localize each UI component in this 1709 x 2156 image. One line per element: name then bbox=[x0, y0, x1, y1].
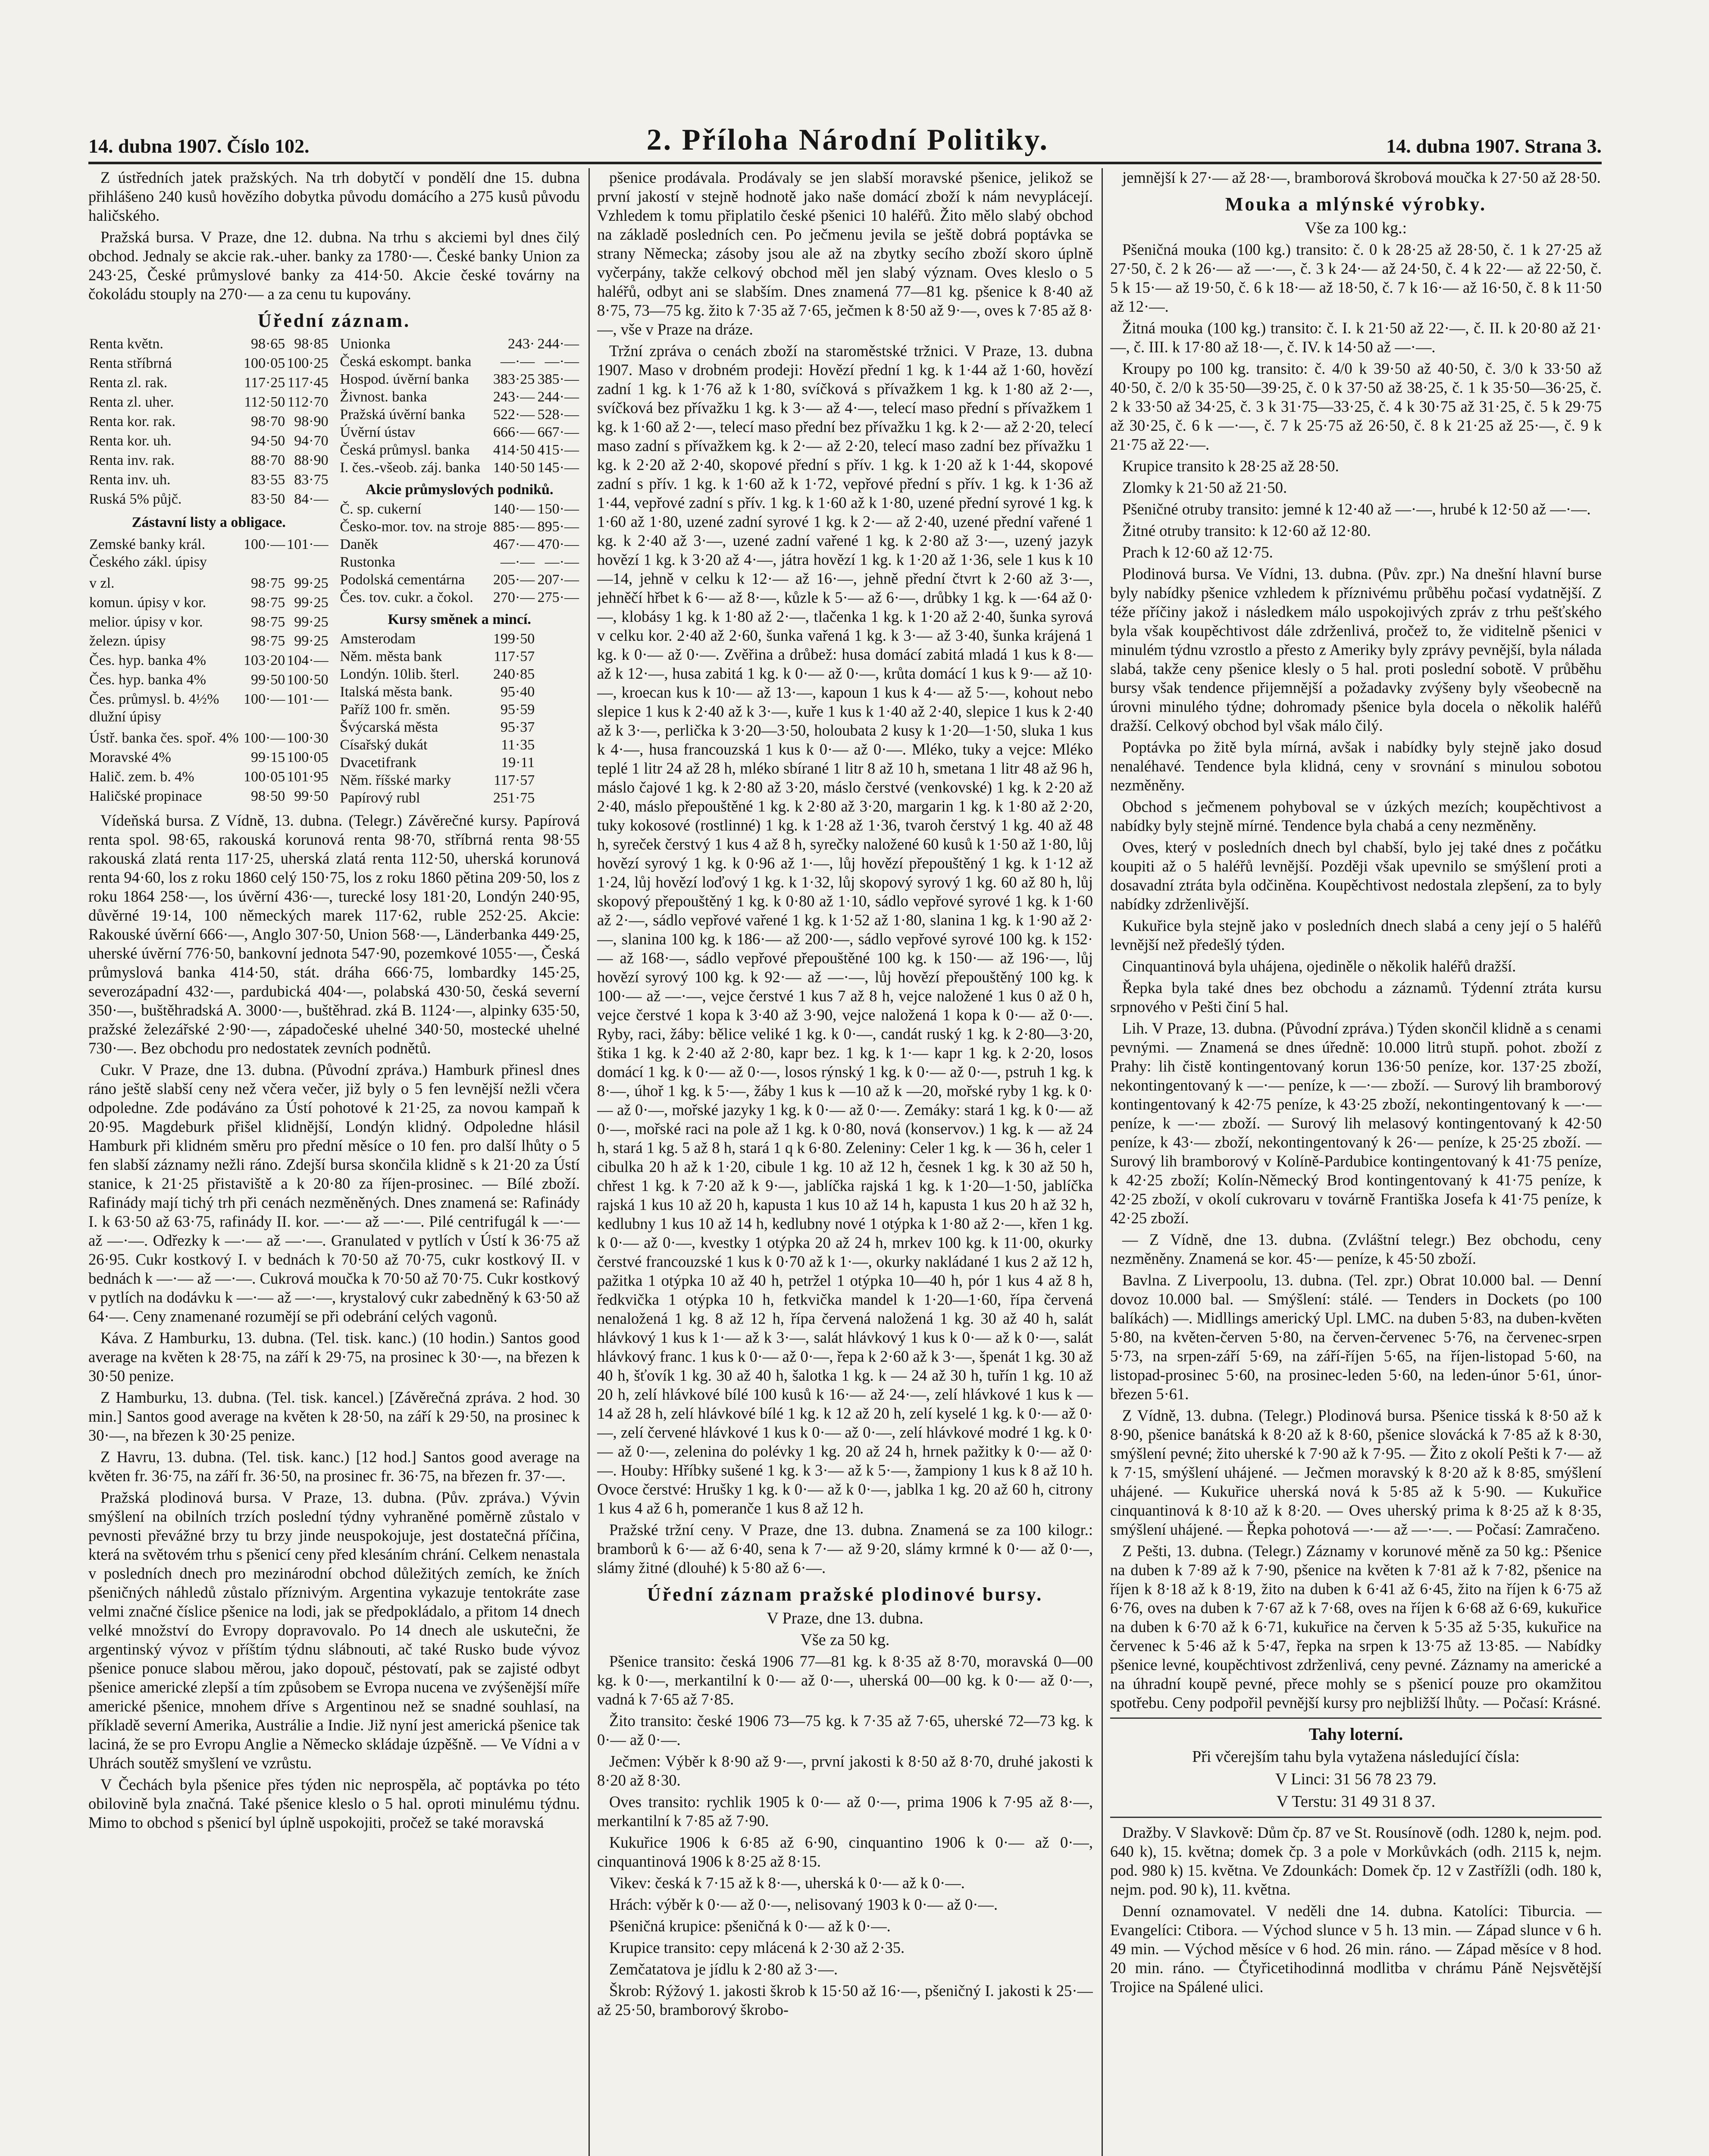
security-name: melior. úpisy v kor. bbox=[89, 614, 203, 630]
price-value: 101·— bbox=[287, 536, 329, 552]
security-name: Čes. tov. cukr. a čokol. bbox=[340, 589, 473, 605]
quote-dust: Prach k 12·60 až 12·75. bbox=[1122, 543, 1273, 561]
price-value: 83·50 bbox=[250, 491, 285, 507]
rentas-row bbox=[88, 335, 329, 354]
fx-row bbox=[339, 789, 580, 807]
lottery-linz-label: V Linci: bbox=[1275, 1770, 1330, 1788]
bonds-heading: Zástavní listy a obligace. bbox=[131, 514, 286, 531]
flour-unit: Vše za 100 kg.: bbox=[1305, 219, 1407, 237]
article-corn: Kukuřice byla stejně jako v posledních dnech slabá a ceny její o 5 haléřů levnější než předešlý týden. bbox=[1110, 917, 1602, 953]
price-value: 95·40 bbox=[500, 684, 535, 700]
price-value: 667·— bbox=[537, 424, 579, 440]
bonds-row bbox=[88, 749, 329, 768]
quote-corn: Kukuřice 1906 k 6·85 až 6·90, cinquantino 1906 k 0·— až 0·—, cinquantinová 1906 k 8·25 až 8·15. bbox=[597, 1833, 1093, 1870]
security-name: Daněk bbox=[340, 536, 379, 552]
article-coffee-hamburg: Káva. Z Hamburku, 13. dubna. (Tel. tisk. kanc.) (10 hodin.) Santos good average na květen k 28·75, na září k 29·75, na prosinec k 30·—, na březen k 30·50 penize. bbox=[88, 1329, 580, 1385]
price-value: 140·50 bbox=[493, 460, 535, 476]
lottery-trieste bbox=[1110, 1792, 1602, 1811]
quote-potatoes: Zemčatatova je jídlu k 2·80 až 3·—. bbox=[609, 1960, 838, 1978]
price-value: 140·— bbox=[493, 501, 535, 517]
price-value: 98·75 bbox=[250, 614, 285, 630]
price-value: 98·85 bbox=[294, 336, 329, 352]
rentas-row bbox=[88, 471, 329, 490]
price-value: 98·75 bbox=[250, 575, 285, 591]
security-name: Paříž 100 fr. směn. bbox=[340, 702, 451, 718]
fx-row bbox=[339, 648, 580, 665]
price-value: 94·70 bbox=[294, 432, 329, 449]
price-value: 145·— bbox=[537, 460, 579, 476]
article-auctions: Dražby. V Slavkově: Dům čp. 87 ve St. Rousínově (odh. 1280 k, nejm. pod. 640 k), 15. května; domek čp. 3 a pole v Morkůvkách (odh. 2115 k, nejm. pod. 980 k) 15. května. Ve Zdounkách: Domek čp. 12 v Zastřížli (odh. 180 k, nejm. pod. 90 k), 11. května. bbox=[1110, 1824, 1602, 1898]
bonds-row bbox=[88, 613, 329, 633]
security-name: Švýcarská města bbox=[340, 719, 438, 735]
official-record-heading: Úřední záznam. bbox=[257, 310, 411, 331]
columns bbox=[88, 168, 1602, 2156]
quote-wheat-bran: Pšeničné otruby transito: jemné k 12·40 až —·—, hrubé k 12·50 až —·—. bbox=[1122, 500, 1591, 518]
article-wheat-cont: pšenice prodávala. Prodávaly se jen slabší moravské pšenice, jelikož se první jakostí v stejně hodnotě jako naše domácí zboží k nám nevyplácejí. Vzhledem k tomu připlatilo české pšenici 10 haléřů. Žito mělo slabý obchod na základě posledních cen. Po ječmenu jevila se ještě dobrá poptávka se strany Německa; zásoby jsou ale až na zbytky secího zboží skoro úplně vyčerpány, takže celkový obchod měl jen slabý význam. Oves kleslo o 5 haléřů, odbyt ani se slabším. Dnes znamená 77—81 kg. pšenice k 8·40 až 8·75, 73—75 kg. žito k 7·35 až 7·65, ječmen k 8·50 až 9·—, oves k 7·85 až 8·—, vše v Praze na dráze. bbox=[597, 169, 1093, 338]
price-value: 895·— bbox=[537, 519, 579, 535]
banks-row bbox=[339, 459, 580, 476]
bonds-row bbox=[88, 729, 329, 749]
lottery-trieste-label: V Terstu: bbox=[1276, 1792, 1337, 1811]
price-value: 95·59 bbox=[500, 702, 535, 718]
price-value: 100·25 bbox=[287, 355, 329, 371]
lottery-intro: Při včerejším tahu byla vytažena následující čísla: bbox=[1192, 1748, 1520, 1766]
fx-row bbox=[339, 736, 580, 754]
price-value: 100·05 bbox=[243, 355, 285, 371]
price-value: 383·25 bbox=[493, 371, 535, 387]
quote-starch-cont: jemnější k 27·— až 28·—, bramborová škrobová moučka k 27·50 až 28·50. bbox=[1122, 169, 1601, 186]
article-produce-bourse-cont: V Čechách byla pšenice přes týden nic neprospěla, ač poptávka po této obilovině byla značná. Také pšenice kleslo o 5 hal. oproti minulému týdnu. Mimo to obchod s pšenicí byl úplně uspokojiti, pročež se také moravská bbox=[88, 1776, 580, 1831]
price-value: 100·50 bbox=[287, 672, 329, 688]
price-value: 244·— bbox=[537, 389, 579, 405]
security-name: Čes. hyp. banka 4% bbox=[89, 652, 207, 669]
security-name: Italská města bank. bbox=[340, 684, 453, 700]
price-value: 470·— bbox=[537, 536, 579, 552]
security-name: Moravské 4% bbox=[89, 749, 171, 766]
column-divider bbox=[1102, 168, 1103, 2156]
security-name: v zl. bbox=[89, 575, 115, 591]
quote-wheat-flour: Pšeničná mouka (100 kg.) transito: č. 0 k 28·25 až 28·50, č. 1 k 27·25 až 27·50, č. 2 k 26·— až —·—, č. 3 k 24·— až 24·50, č. 4 k 22·— až 22·50, č. 5 k 15·— až 19·50, č. 6 k 18·— až 18·50, č. 7 k 16·— až 16·50, č. 8 k 11·50 až 12·—. bbox=[1110, 241, 1602, 315]
article-rapeseed: Řepka byla také dnes bez obchodu a záznamů. Týdenní ztráta kursu srpnového v Pešti činí 5 hal. bbox=[1110, 979, 1602, 1015]
security-name: Dvacetifrank bbox=[340, 755, 416, 771]
bonds-row bbox=[88, 787, 329, 807]
security-name: Čes. hyp. banka 4% bbox=[89, 672, 207, 688]
price-value: 19·11 bbox=[501, 755, 535, 771]
quote-groats: Krupice transito: cepy mlácená k 2·30 až 2·35. bbox=[609, 1939, 905, 1956]
security-name: Česko-mor. tov. na stroje bbox=[340, 519, 487, 535]
rentas-row bbox=[88, 393, 329, 413]
lottery-linz bbox=[1110, 1769, 1602, 1789]
price-value: 414·50 bbox=[493, 442, 535, 458]
price-value: 98·70 bbox=[250, 413, 285, 429]
price-value: 94·50 bbox=[250, 432, 285, 449]
security-name: Ústř. banka čes. spoř. 4% bbox=[89, 730, 239, 746]
security-name: Česká eskompt. banka bbox=[340, 354, 472, 370]
fx-heading: Kursy směnek a mincí. bbox=[388, 611, 531, 627]
quote-starch: Škrob: Rýžový 1. jakosti škrob k 15·50 až 16·—, pšeničný I. jakosti k 25·— až 25·50, bramborový škrobo- bbox=[597, 1982, 1093, 2018]
price-value: 11·35 bbox=[501, 737, 535, 753]
fx-row bbox=[339, 718, 580, 736]
price-value: 243· bbox=[507, 336, 535, 352]
article-spirits-vienna: — Z Vídně, dne 13. dubna. (Zvláštní telegr.) Bez obchodu, ceny nezměněny. Znamená se kor. 45·— peníze, k 45·50 zboží. bbox=[1110, 1231, 1602, 1267]
fx-row bbox=[339, 701, 580, 718]
price-value: —·— bbox=[500, 354, 535, 370]
price-value: 99·25 bbox=[294, 575, 329, 591]
quote-barley: Ječmen: Výběr k 8·90 až 9·—, první jakosti k 8·50 až 8·70, druhé jakosti k 8·20 až 8·30. bbox=[597, 1752, 1093, 1789]
price-value: 207·— bbox=[537, 572, 579, 588]
rentas-row bbox=[88, 432, 329, 451]
price-value: 666·— bbox=[493, 424, 535, 440]
right-quotes-table bbox=[339, 335, 580, 807]
price-value: 88·70 bbox=[250, 452, 285, 468]
security-name: železn. úpisy bbox=[89, 633, 166, 649]
bonds-row bbox=[88, 632, 329, 652]
security-name: Renta inv. uh. bbox=[89, 471, 171, 488]
price-value: 885·— bbox=[493, 519, 535, 535]
column-3 bbox=[1110, 168, 1602, 2156]
fx-row bbox=[339, 683, 580, 701]
quote-barley-groats: Kroupy po 100 kg. transito: č. 4/0 k 39·50 až 40·50, č. 3/0 k 33·50 až 40·50, č. 2/0 k 35·50—39·25, č. 0 k 37·50 až 38·25, č. 1 k 35·50—36·25, č. 2 k 33·50 až 34·25, č. 3 k 31·75—33·25, č. 4 k 30·75 až 31·25, č. 5 k 29·75 až 30·25, č. 6 k —·—, č. 7 k 25·75 až 26·50, č. 8 k 21·25 až 25·—, č. 9 k 21·75 až 22·—. bbox=[1110, 360, 1602, 453]
price-value: 98·90 bbox=[294, 413, 329, 429]
security-name: Unionka bbox=[340, 336, 391, 352]
security-name: Renta kor. rak. bbox=[89, 413, 176, 429]
price-value: —·— bbox=[545, 354, 579, 370]
quote-vetch: Vikev: česká k 7·15 až k 8·—, uherská k 0·— až k 0·—. bbox=[609, 1874, 965, 1892]
price-value: 112·50 bbox=[244, 394, 285, 410]
security-name: Renta inv. rak. bbox=[89, 452, 175, 468]
security-name: Renta zl. rak. bbox=[89, 374, 168, 391]
page-header bbox=[88, 123, 1602, 164]
article-cotton: Bavlna. Z Liverpoolu, 13. dubna. (Tel. zpr.) Obrat 10.000 bal. — Denní dovoz 10.000 bal. — Smýšlení: stálé. — Tenders in Dockets (po 100 balíkách) —. Midllings americký Upl. LMC. na duben 5·83, na duben-květen 5·80, na květen-červen 5·80, na červen-červenec 5·76, na červenec-srpen 5·73, na srpen-září 5·69, na září-říjen 5·65, na říjen-listopad 5·60, na listopad-prosinec 5·60, na prosinec-leden 5·60, na leden-únor 5·61, únor-březen 5·61. bbox=[1110, 1271, 1602, 1403]
price-value: 99·50 bbox=[250, 672, 285, 688]
security-name: komun. úpisy v kor. bbox=[89, 594, 207, 611]
bonds-row bbox=[88, 536, 329, 574]
article-vienna-produce: Plodinová bursa. Ve Vídni, 13. dubna. (Pův. zpr.) Na dnešní hlavní burse byly nabídky pšenice vzhledem k příznivému průběhu počasí vydatnější. Z téže příčiny jakož i následkem málo uspokojivých zpráv z trhu pešťského byla však koupěchtivost dále zdrženlivá, pročež to, že viditelně pšenici v minulém týdnu vzrostlo a přesto z Ameriky byly zprávy pevnější, byla nálada slabá, takže ceny pšenice klesly o 5 hal. proti poslední sobotě. V průběhu bursy však tendence přijemnější a požadavky zvýšeny byly všeobecně na úrovni minulého týdne; dohromady pšenice byla docela o několik haléřů dražší. Celkový obchod byl však málo čilý. bbox=[1110, 565, 1602, 734]
banks-row bbox=[339, 335, 580, 353]
industry-heading: Akcie průmyslových podniků. bbox=[365, 482, 554, 498]
security-name: Úvěrní ústav bbox=[340, 424, 416, 440]
security-name: Čes. průmysl. b. 4½% dlužní úpisy bbox=[89, 691, 219, 725]
price-value: 270·— bbox=[493, 589, 535, 605]
security-name: Renta stříbrná bbox=[89, 355, 172, 371]
fx-row bbox=[339, 665, 580, 683]
security-name: Rustonka bbox=[340, 554, 395, 570]
price-value: 103·20 bbox=[243, 652, 285, 669]
rentas-row bbox=[88, 490, 329, 510]
quote-zlomky: Zlomky k 21·50 až 21·50. bbox=[1122, 479, 1287, 496]
price-value: 95·37 bbox=[500, 719, 535, 735]
article-rye: Poptávka po žitě byla mírná, avšak i nabídky byly stejně jako dosud nenaléhavé. Tendence byla klidná, ceny v srovnání s minulou sobotou nezměněny. bbox=[1110, 738, 1602, 794]
security-name: Halič. zem. b. 4% bbox=[89, 769, 194, 785]
price-value: 100·05 bbox=[287, 749, 329, 766]
price-value: 99·25 bbox=[294, 633, 329, 649]
quote-rye-flour: Žitná mouka (100 kg.) transito: č. I. k 21·50 až 22·—, č. II. k 20·80 až 21·—, č. III. k 17·80 až 18·—, č. IV. k 14·50 až —·—. bbox=[1110, 319, 1602, 356]
banks-row bbox=[339, 441, 580, 459]
article-coffee-hamburg-close: Z Hamburku, 13. dubna. (Tel. tisk. kancel.) [Závěrečná zpráva. 2 hod. 30 min.] Santos good average na květen k 28·50, na září k 29·50, na prosinec k 30·—, na březen k 30·25 penize. bbox=[88, 1388, 580, 1444]
column-divider bbox=[588, 168, 590, 2156]
article-produce-bourse: Pražská plodinová bursa. V Praze, 13. dubna. (Pův. zpráva.) Vývin smýšlení na obilních trzích poslední týdny vyhraněné poměrně zůstalo v pevnosti převážné brzy tu brzy jinde neuspokojuje, jest dostatečná příčina, která na světovém trhu s pšenicí ceny před klesáním chrání. Celkem nenastala v posledních dnech pro mezinárodní obchod důležitých zemích, ke žních pšeničných náhledů zůstalo příznivým. Argentina vykazuje tentokráte zase velmi značné číslice pšenice na lodi, jak se předpokládalo, a přitom 14 dnech velké množství do Evropy dopravovalo. Po 14 dnech ale uskutečni, že argentinský vývoz v příštím týdnu slábnouti, ač také Rusko bude vývoz pšenice ponuce slabou měrou, jako dopouč, péstovatí, pak se zajisté odbyt pšenice americké zlepší a tím způsobem se Evropa nucena ve zvýšenější míře americké pšenice, mnohem dříve s Argentinou než se snadné souhlasí, na příkladě severní Amerika, Austrálie a Indie. Již nyní jest americká pšenice tak laciná, že se pro Evropu Anglie a Německo skládaje úzpěšně. — Ve Vídni a v Uhrách soutěž smyšlení ve vzrůstu. bbox=[88, 1489, 580, 1772]
security-name: Česká průmysl. banka bbox=[340, 442, 470, 458]
price-value: 100·— bbox=[243, 536, 285, 552]
flour-heading: Mouka a mlýnské výrobky. bbox=[1225, 194, 1487, 215]
header-title: 2. Příloha Národní Politiky. bbox=[646, 123, 1049, 157]
industry-row bbox=[339, 589, 580, 606]
price-value: 199·50 bbox=[493, 631, 535, 647]
price-value: 112·70 bbox=[287, 394, 329, 410]
price-value: 99·15 bbox=[250, 749, 285, 766]
price-value: 117·57 bbox=[494, 772, 535, 788]
banks-row bbox=[339, 388, 580, 406]
column-2 bbox=[597, 168, 1093, 2156]
industry-row bbox=[339, 571, 580, 589]
price-value: —·— bbox=[545, 554, 579, 570]
quote-semolina: Pšeničná krupice: pšeničná k 0·— až k 0·—. bbox=[609, 1917, 891, 1935]
security-name: Něm. říšské marky bbox=[340, 772, 451, 788]
article-prague-bourse: Pražská bursa. V Praze, dne 12. dubna. Na trhu s akciemi byl dnes čilý obchod. Jednaly se akcie rak.-uher. banky za 1780·—. České banky Union za 243·25, České průmyslové banky za 414·50. Akcie české továrny na čokoládu stouply na 270·— a za cenu tu kupovány. bbox=[88, 228, 580, 303]
price-value: 415·— bbox=[537, 442, 579, 458]
article-vienna-bourse: Vídeňská bursa. Z Vídně, 13. dubna. (Telegr.) Závěrečné kursy. Papírová renta spol. 98·65, rakouská korunová renta 98·70, stříbrná renta 98·55 rakouská zlatá renta 117·25, uherská zlatá renta 112·50, uherská korunová renta 94·60, los z roku 1860 celý 150·75, los z roku 1860 pětina 209·50, los z roku 1864 258·—, los úvěrní 436·—, turecké losy 181·20, Londýn 240·95, důvěrné 19·14, 100 německých marek 117·62, ruble 252·25. Akcie: Rakouské úvěrní 666·—, Anglo 307·50, Union 568·—, Länderbanka 449·25, uherské úvěrní 776·50, bankovní jednota 547·90, pozemkové 1055·—, Česká průmyslová banka 414·50, stát. dráha 666·75, lombardky 145·25, severozápadní 432·—, pardubická 404·—, polabská 430·50, česká severní 350·—, buštěhradská A. 3000·—, buštěhrad. zká B. 1124·—, alpinky 635·50, pražské železářské 2·90·—, západočeské uhelné 340·50, mostecké uhelné 730·—. Bez obchodu pro nedostatek zevních podnětů. bbox=[88, 812, 580, 1057]
article-sugar: Cukr. V Praze, dne 13. dubna. (Původní zpráva.) Hamburk přinesl dnes ráno ještě slabší ceny než včera večer, již byly o 5 fen levnější nežli včera odpoledne. Zde podáváno za Ústí pohotové k 21·25, za novou kampaň k 20·95. Magdeburk přišel klidnější, Londýn klidný. Odpoledne hlásil Hamburk při klidném směru pro přední měsíce o 10 fen. pro další lhůty o 5 fen slabší záznamy nežli ráno. Zdejší bursa skončila klidně s k 21·20 za Ústí stanice, k 21·25 přistaviště a k 20·80 za říjen-prosinec. — Bílé zboží. Rafinády mají tichý trh při cenách nezměněných. Dnes znamená se: Rafinády I. k 63·50 až 63·75, rafinády II. kor. —·— až —·—. Pilé centrifugál k —·— až —·—. Odřezky k —·— až —·—. Granulated v pytlích v Ústí k 36·75 až 26·95. Cukr kostkový I. v bednách k 70·50 až 70·75, cukr kostkový II. v bednách k —·— až —·—. Cukrová moučka k 70·50 až 70·75. Cukr kostkový v pytlích na dodávku k —·— až —·—, krystalový cukr zabedněný k 63·50 až 64·—. Ceny znamenané rozumějí se při odebrání celých vagonů. bbox=[88, 1061, 580, 1325]
bonds-row bbox=[88, 652, 329, 671]
security-name: Pražská úvěrní banka bbox=[340, 407, 466, 423]
price-value: 98·75 bbox=[250, 633, 285, 649]
price-value: 98·65 bbox=[250, 336, 285, 352]
price-value: 88·90 bbox=[294, 452, 329, 468]
price-value: 528·— bbox=[537, 407, 579, 423]
security-name: Podolská cementárna bbox=[340, 572, 465, 588]
fx-row bbox=[339, 771, 580, 789]
price-value: 244·— bbox=[537, 336, 579, 352]
security-name: Renta zl. uher. bbox=[89, 394, 174, 410]
security-name: Londýn. 10lib. šterl. bbox=[340, 666, 460, 682]
article-budapest: Z Pešti, 13. dubna. (Telegr.) Záznamy v korunové měně za 50 kg.: Pšenice na duben k 7·89 až k 7·90, pšenice na květen k 7·81 až k 7·82, pšenice na říjen k 8·18 až k 8·19, žito na duben k 6·41 až 6·45, žito na říjen k 6·75 až 6·76, oves na duben k 7·67 až k 7·68, oves na říjen k 6·68 až 6·69, kukuřice na duben k 6·70 až k 6·71, kukuřice na červen k 5·35 až 5·35, kukuřice na červenec k 5·46 až k 5·47, řepka na srpen k 13·75 až 13·85. — Nabídky pšenice levné, koupěchtivost zdrženlivá, ceny pevné. Záznamy na americké a na úhradní koupě pevné, přece mohly se s pšenicí pouze pro okamžitou spotřebu. Ceny podpořil pevnější kursy pro nejbližší lhůty. — Počasí: Krásné. bbox=[1110, 1542, 1602, 1711]
divider bbox=[1110, 1717, 1602, 1719]
quote-krupice: Krupice transito k 28·25 až 28·50. bbox=[1122, 457, 1339, 475]
article-spirits: Lih. V Praze, 13. dubna. (Původní zpráva.) Týden skončil klidně a s cenami pevnými. — Znamená se dnes úředně: 10.000 litrů stupň. pohot. zboží z Prahy: lih čistě kontingentovaný korun 136·50 peníze, kor. 137·25 zboží, nekontingentovaný k —·— peníze, k —·— zboží. — Surový lih bramborový kontingentovaný k 42·75 peníze, k 43·25 zboží, nekontingentovaný k —·— peníze, k —·— zboží. — Surový lih melasový kontingentovaný k 42·50 peníze, k 43·— zboží, nekontingentovaný k 26·— peníze, k 25·25 zboží. — Surový lih bramborový v Kolíně-Pardubice kontingentovaný k 41·75 peníze, k 42·25 zboží; Kolín-Německý Brod kontingentovaný k 41·75 peníze, k 42·25 zboží, v okolí cukrovaru v továrně Františka Josefa k 41·75 peníze, k 42·25 zboží. bbox=[1110, 1019, 1602, 1227]
stock-tables bbox=[88, 335, 580, 807]
price-value: 99·25 bbox=[294, 594, 329, 611]
security-name: Renta kor. uh. bbox=[89, 432, 172, 449]
rentas-row bbox=[88, 413, 329, 432]
official-produce-heading: Úřední záznam pražské plodinové bursy. bbox=[647, 1584, 1043, 1605]
security-name: Papírový rubl bbox=[340, 790, 420, 806]
industry-row bbox=[339, 536, 580, 553]
official-produce-date: V Praze, dne 13. dubna. bbox=[767, 1609, 923, 1627]
security-name: Něm. města bank bbox=[340, 649, 442, 664]
price-value: 385·— bbox=[537, 371, 579, 387]
article-cinquantino: Cinquantinová byla uhájena, ojediněle o několik haléřů dražší. bbox=[1122, 957, 1516, 975]
fx-row bbox=[339, 630, 580, 648]
rentas-row bbox=[88, 451, 329, 471]
security-name: Živnost. banka bbox=[340, 389, 427, 405]
price-value: 100·— bbox=[243, 691, 285, 708]
divider bbox=[1110, 1817, 1602, 1818]
price-value: 117·25 bbox=[244, 374, 285, 391]
official-produce-unit: Vše za 50 kg. bbox=[800, 1631, 890, 1649]
price-value: 150·— bbox=[537, 501, 579, 517]
price-value: 98·75 bbox=[250, 594, 285, 611]
bonds-row bbox=[88, 574, 329, 594]
header-date-issue: 14. dubna 1907. Číslo 102. bbox=[88, 135, 310, 157]
price-value: 467·— bbox=[493, 536, 535, 552]
price-value: 84·— bbox=[294, 491, 329, 507]
rentas-row bbox=[88, 354, 329, 374]
security-name: Císařský dukát bbox=[340, 737, 428, 753]
bonds-row bbox=[88, 594, 329, 613]
security-name: Ruská 5% půjč. bbox=[89, 491, 182, 507]
price-value: 101·95 bbox=[287, 769, 329, 785]
quote-oats: Oves transito: rychlik 1905 k 0·— až 0·—, prima 1906 k 7·95 až 8·—, merkantilní k 7·85 až 7·90. bbox=[597, 1793, 1093, 1830]
banks-row bbox=[339, 353, 580, 370]
banks-row bbox=[339, 423, 580, 441]
price-value: 251·75 bbox=[493, 790, 535, 806]
price-value: 117·45 bbox=[287, 374, 329, 391]
left-quotes-table bbox=[88, 335, 329, 807]
price-value: 205·— bbox=[493, 572, 535, 588]
lottery-heading: Tahy loterní. bbox=[1308, 1724, 1403, 1744]
price-value: 83·75 bbox=[294, 471, 329, 488]
security-name: I. čes.-všeob. záj. banka bbox=[340, 460, 481, 476]
industry-row bbox=[339, 553, 580, 571]
price-value: 275·— bbox=[537, 589, 579, 605]
article-prague-market-prices: Pražské tržní ceny. V Praze, dne 13. dubna. Znamená se za 100 kilogr.: bramborů k 6·— až 6·40, sena k 7·— až 9·20, slámy krmné k 0·— až 0·—, slámy žitné (dlouhé) k 5·80 až 6·—. bbox=[597, 1521, 1093, 1576]
lottery-linz-numbers: 31 56 78 23 79. bbox=[1334, 1770, 1437, 1788]
bonds-row bbox=[88, 671, 329, 690]
quote-rye: Žito transito: české 1906 73—75 kg. k 7·35 až 7·65, uherské 72—73 kg. k 0·— až 0·—. bbox=[597, 1712, 1093, 1749]
rentas-row bbox=[88, 374, 329, 393]
price-value: 98·50 bbox=[250, 788, 285, 804]
article-market-prices: Tržní zpráva o cenách zboží na staroměstské tržnici. V Praze, 13. dubna 1907. Maso v drobném prodeji: Hovězí přední 1 kg. k 1·44 až 1·60, hovězí zadní 1 kg. k 1·76 až k 1·80, svíčková s přívažkem 1 kg. k 1·80 až 2·—, svíčková bez přívažku 1 kg. k 3·— až 4·—, telecí maso přední s přívažkem 1 kg. k 1·60 až 2·—, telecí maso přední bez přívažku 1 kg. k 2·— až 2·20, telecí maso zadní s přívažkem kg. k 2·— až 2·20, telecí maso zadní bez přívažku 1 kg. k 2·20 až 2·40, skopové přední s přív. 1 kg. k 1·20 až k 1·44, skopové zadní s přív. 1 kg. k 1·60 až k 1·72, vepřové přední s přív. 1 kg. k 1·36 až 1·44, vepřové zadní s přív. 1 kg. k 1·60 až k 1·80, uzené přední syrové 1 kg. k 1·60 až 1·80, uzené zadní syrové 1 kg. k 2·— až 2·40, uzené přední vařené 1 kg. k 2·40 až 3·—, uzené zadní vařené 1 kg. k 2·80 až 3·—, uzený jazyk hovězí 1 kg. k 3·20 až 4·—, játra hovězí 1 kg. k 1·20 až 1·36, sele 1 kus k 10—14, jehně v celku k 12·— až 16·—, jehně přední čtvrt k 2·60 až 3·—, jehněčí hřbet k 6·— až 8·—, kůzle k 5·— až 6·—, drůbky 1 kg. k —·64 až 0·—, klobásy 1 kg. k 1·80 až 2·—, tlačenka 1 kg. k 1·20 až 2·40, šunka syrová v celku kor. 2·40 až 2·60, šunka vařená 1 kg. k 3·— až 3·40, šunka krájená 1 kg. k 0·— až 0·—. Zvěřina a drůbež: husa domácí zabitá mladá 1 kus k 8·— až k 12·—, husa zabitá 1 kg. k 0·— až 0·—, krůta domácí 1 kus k 9·— až 10·—, kroecan kus k 10·— až 13·—, kapoun 1 kus k 4·— až 5·—, kohout nebo slepice 1 kus k 2·40 až k 3·—, kuře 1 kus k 1·40 až 2·40, slepice 1 kus k 2·40 až k 3·—, perlička k 3·20—3·50, holoubata 2 kusy k 1·20—1·50, sluka 1 kus k 4·—, husa francouzská 1 kus k 0·— až 0·—. Mléko, tuky a vejce: Mléko teplé 1 litr 24 až 28 h, mléko sbírané 1 litr 8 až 10 h, smetana 1 litr 48 až 96 h, máslo čajové 1 kg. k 2·80 až 3·20, máslo čerstvé (venkovské) 1 kg. k 2·20 až 2·40, máslo přepouštěné 1 kg. k 2·80 až 3·20, margarin 1 kg. k 1·80 až 2·20, tuky kokosové (rostlinné) 1 kg. k 1·28 až 1·36, tvaroh čerstvý 1 kg. 40 až 48 h, syreček čerstvý 1 kus 4 až 8 h, syrečky naložené 60 kusů k 1·50 až 1·80, lůj hovězí syrový 1 kg. k 0·96 až 1·—, lůj hovězí přepouštěný 1 kg. k 1·12 až 1·24, lůj hovězí loďový 1 kg. k 1·32, lůj skopový syrový 1 kg. 60 až 80 h, lůj skopový přepouštěný 1 kg. k 0·80 až 1·10, sádlo vepřové syrové 1 kg. k 1·60 až 2·—, sádlo vepřové vařené 1 kg. k 1·52 až 1·80, slanina 1 kg. k 1·90 až 2·—, slanina 100 kg. k 186·— až 200·—, sádlo vepřové syrové 100 kg. k 152·— až 168·—, sádlo vepřové přepouštěné 100 kg. k 150·— až 196·—, lůj hovězí syrový 100 kg. k 92·— až —·—, lůj hovězí přepouštěný 100 kg. k 100·— až —·—, vejce čerstvé 1 kus 7 až 8 h, vejce naložené 1 kus 0 až 0 h, vejce čerstvé 1 kopa k 3·40 až 3·90, vejce naložená 1 kopa k 0·— až 0·—. Ryby, raci, žáby: bělice veliké 1 kg. k 0·—, candát ruský 1 kg. k 2·80—3·20, štika 1 kg. k 2·40 až 2·80, kapr bez. 1 kg. k 1·— kapr 1 kg. k 2·20, losos domácí 1 kg. k 0·— až 0·—, losos rýnský 1 kg. k 0·— až 0·—, pstruh 1 kg. k 8·—, úhoř 1 kg. k 5·—, žáby 1 kus k —10 až k —20, mořské ryby 1 kg. k 0·— až 0·—, mořské jazyky 1 kg. k 0·— až 0·—. Zemáky: stará 1 kg. k 0·— až 0·—, mořské raci na pole až 1 kg. k 0·80, nová (konservov.) 1 kg. k — až 24 h, stará 1 kg. 5 až 8 h, stará 1 q k 6·80. Zeleniny: Celer 1 kg. k — 36 h, celer 1 cibulka 20 h až k 1·20, cibule 1 kg. 10 až 12 h, česnek 1 kg. k 30 až 50 h, chřest 1 kg. k 7·20 až k 9·—, jablíčka rajská 1 kg. k 1·20—1·50, jablíčka rajská 1 kus 10 až 20 h, kapusta 1 kus 10 až 14 h, kapusta 1 kus 20 h až 32 h, kedlubny 1 kus 10 až 14 h, kedlubny nové 1 otýpka k 1·80 až 2·—, křen 1 kg. k 0·— až 0·—, kvestky 1 otýpka 20 až 24 h, mrkev 100 kg. k 11·00, okurky čerstvé francouzské 1 kus k 0·70 až k 1·—, okurky nakládané 1 kus 2 až 12 h, pažitka 1 otýpka 10 až 40 h, petržel 1 otýpka 10—40 h, pór 1 kus 4 až 8 h, ředkvička 1 otýpka 10 h, fetkvička mandel k 1·20—1·60, řípa červená nenaložená 1 kg. 8 až 12 h, řípa červená naložená 1 kg. 30 až 40 h, salát hlávkový 1 kus k 1·— až k 3·—, salát hlávkový 1 kus k 0·— až k 0·—, salát hlávkový franc. 1 kus k 0·— až 0·—, řepa k 2·60 až k 3·—, špenát 1 kg. 30 až 40 h, šťovík 1 kg. 30 až 40 h, šalotka 1 kg. k — 24 až 30 h, tuřín 1 kg. 10 až 20 h, zelí hlávkové bílé 100 kusů k 16·— až 24·—, zelí hlávkové 1 kus k — 14 až 28 h, zelí hlávkové bílé 1 kg. k 12 až 20 h, zelí kyselé 1 kg. k 0·— až 0·—, zelí červené hlávkové 1 kus k 0·— až 0·—, zelí hlávkové modré 1 kg. k 0·— až 0·—, zelenina do polévky 1 kg. 20 až 24 h, hrnek pažitky k 0·— až 0·—. Houby: Hříbky sušené 1 kg. k 3·— až k 5·—, žampiony 1 kus k 8 až 10 h. Ovoce čerstvé: Hrušky 1 kg. k 0·— až k 0·—, jablka 1 kg. 20 až 60 h, citrony 1 kus 4 až 6 h, pomeranče 1 kus 8 až 12 h. bbox=[597, 342, 1093, 1517]
security-name: Haličské propinace bbox=[89, 788, 202, 804]
article-slaughterhouse: Z ústředních jatek pražských. Na trh dobytčí v pondělí dne 15. dubna přihlášeno 240 kusů hovězího dobytka původu domácího a 275 kusů původu haličského. bbox=[88, 169, 580, 224]
quote-peas: Hrách: výběr k 0·— až 0·—, nelisovaný 1903 k 0·— až 0·—. bbox=[609, 1896, 998, 1913]
article-barley: Obchod s ječmenem pohyboval se v úzkých mezích; koupěchtivost a nabídky byly stejně mírné. Tendence byla chabá a ceny nezměněny. bbox=[1110, 798, 1602, 834]
banks-row bbox=[339, 370, 580, 388]
article-daily-notices: Denní oznamovatel. V neděli dne 14. dubna. Katolíci: Tiburcia. — Evangelíci: Ctibora. — Východ slunce v 5 h. 13 min. — Západ slunce v 6 h. 49 min. — Východ měsíce v 6 hod. 26 min. ráno. — Západ měsíce v 8 hod. 20 min. ráno. — Čtyřicetihodinná modlitba v chrámu Páně Nejsvětější Trojice na Spálené ulici. bbox=[1110, 1902, 1602, 1996]
industry-row bbox=[339, 518, 580, 536]
column-1 bbox=[88, 168, 580, 2156]
price-value: 101·— bbox=[287, 691, 329, 708]
security-name: Amsterodam bbox=[340, 631, 416, 647]
article-vienna-telegram: Z Vídně, 13. dubna. (Telegr.) Plodinová bursa. Pšenice tisská k 8·50 až k 8·90, pšenice banátská k 8·20 až k 8·60, pšenice slovácká k 7·85 až k 8·30, smýšlení pevné; žito uherské k 7·90 až k 7·95. — Žito z okolí Pešti k 7·— až k 7·15, smýšlení uhájené. — Ječmen moravský k 8·20 až k 8·85, smýšlení uhájené. — Kukuřice uherská nová k 5·85 až k 5·90. — Kukuřice cinquantinová k 8·10 až k 8·20. — Oves uherský prima k 8·25 až k 8·35, smýšlení uhájené. — Řepka pohotová —·— až —·—. — Počasí: Zamračeno. bbox=[1110, 1407, 1602, 1538]
bonds-row bbox=[88, 768, 329, 787]
price-value: 240·85 bbox=[493, 666, 535, 682]
price-value: 104·— bbox=[287, 652, 329, 669]
price-value: 100·05 bbox=[243, 769, 285, 785]
header-date-page: 14. dubna 1907. Strana 3. bbox=[1386, 135, 1602, 157]
price-value: 99·50 bbox=[294, 788, 329, 804]
bonds-row bbox=[88, 690, 329, 729]
security-name: Zemské banky král. Českého zákl. úpisy bbox=[89, 536, 207, 570]
price-value: 522·— bbox=[493, 407, 535, 423]
price-value: —·— bbox=[500, 554, 535, 570]
price-value: 243·— bbox=[493, 389, 535, 405]
article-oats: Oves, který v posledních dnech byl chabší, bylo jej také dnes z počátku koupiti až o 5 haléřů levnější. Později však upevnilo se smýšlení proti a dosavadní ztráta byla odčiněna. Koupěchtivost nedostala zlepšení, za to byly nabídky zdrženlivější. bbox=[1110, 838, 1602, 913]
price-value: 99·25 bbox=[294, 614, 329, 630]
price-value: 100·— bbox=[243, 730, 285, 746]
security-name: Hospod. úvěrní banka bbox=[340, 371, 469, 387]
price-value: 100·30 bbox=[287, 730, 329, 746]
article-coffee-havre: Z Havru, 13. dubna. (Tel. tisk. kanc.) [12 hod.] Santos good average na květen fr. 36·75, na září fr. 36·50, na prosinec fr. 36·75, na březen fr. 37·—. bbox=[88, 1448, 580, 1485]
lottery-trieste-numbers: 31 49 31 8 37. bbox=[1341, 1792, 1436, 1811]
security-name: Č. sp. cukerní bbox=[340, 501, 422, 517]
price-value: 117·57 bbox=[494, 649, 535, 664]
security-name: Renta květn. bbox=[89, 336, 163, 352]
fx-row bbox=[339, 754, 580, 771]
quote-wheat: Pšenice transito: česká 1906 77—81 kg. k 8·35 až 8·70, moravská 0—00 kg. k 0·—, merkantilní k 0·— až 0·—, uherská 00—00 kg. k 0·— až 0·—, vadná k 7·65 až 7·85. bbox=[597, 1652, 1093, 1708]
quote-rye-bran: Žitné otruby transito: k 12·60 až 12·80. bbox=[1122, 522, 1371, 539]
price-value: 83·55 bbox=[250, 471, 285, 488]
industry-row bbox=[339, 500, 580, 518]
banks-row bbox=[339, 406, 580, 423]
